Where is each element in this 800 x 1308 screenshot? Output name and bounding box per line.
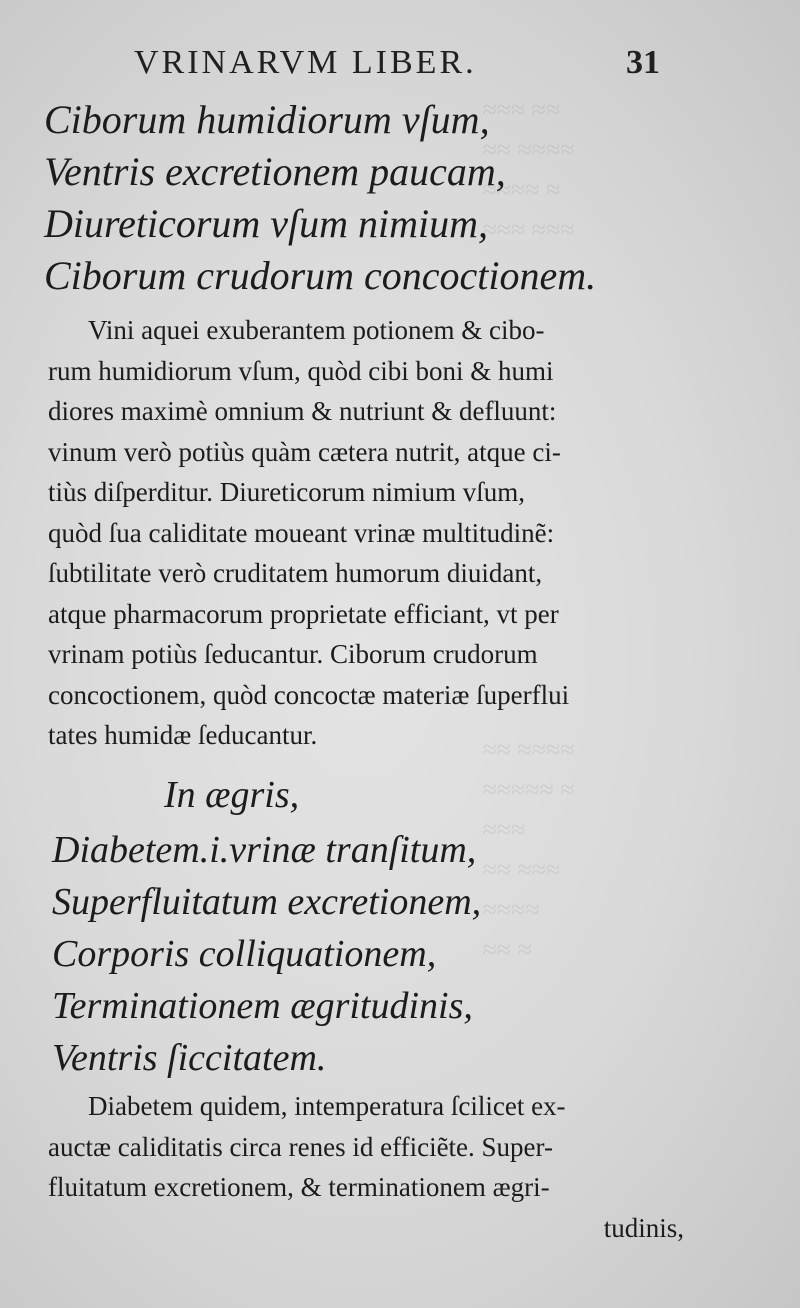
text-line: rum humidiorum vſum, quòd cibi boni & humi bbox=[48, 355, 554, 386]
verse-line: Ventris ſiccitatem. bbox=[52, 1037, 327, 1079]
text-line: auctæ caliditatis circa renes id efficiẽte. Super- bbox=[48, 1131, 553, 1162]
verse-heading: In ægris, bbox=[164, 774, 300, 816]
text-line: vinum verò potiùs quàm cætera nutrit, atque ci- bbox=[48, 436, 561, 467]
verse-line: Diureticorum vſum nimium, bbox=[44, 201, 489, 246]
verse-list-second bbox=[52, 824, 692, 1084]
page-number: 31 bbox=[626, 44, 660, 81]
verse-line: Corporis colliquationem, bbox=[52, 933, 437, 975]
text-line: ſubtilitate verò cruditatem humorum diuidant, bbox=[48, 558, 543, 588]
verse-line: Terminationem ægritudinis, bbox=[52, 985, 473, 1027]
running-title: VRINARVM LIBER. bbox=[134, 44, 477, 81]
text-line: tiùs diſperditur. Diureticorum nimium vſum, bbox=[48, 477, 525, 507]
text-line: diores maximè omnium & nutriunt & defluunt: bbox=[48, 396, 557, 426]
text-line: fluitatum excretionem, & terminationem ægri- bbox=[48, 1172, 550, 1202]
paragraph-first bbox=[48, 310, 684, 756]
text-line: Vini aquei exuberantem potionem & cibo- bbox=[88, 315, 545, 345]
text-line: tudinis, bbox=[603, 1212, 684, 1243]
verse-line: Diabetem.i.vrinæ tranſitum, bbox=[52, 829, 477, 871]
text-line: vrinam potiùs ſeducantur. Ciborum crudorum bbox=[48, 639, 538, 669]
show-through-texture: ≈≈≈ ≈≈ ≈≈ ≈≈≈≈ ≈≈≈≈ ≈ ≈≈≈ ≈≈≈ ≈≈ ≈≈≈≈ ≈≈≈≈≈ ≈ ≈≈≈ ≈≈ ≈≈≈ ≈≈≈≈ ≈≈ ≈ bbox=[482, 95, 575, 964]
text-line: tates humidæ ſeducantur. bbox=[48, 720, 318, 750]
page-header bbox=[0, 40, 800, 90]
verse-line: Ciborum crudorum concoctionem. bbox=[44, 253, 597, 298]
verse-line: Ciborum humidiorum vſum, bbox=[44, 97, 490, 142]
text-line: quòd ſua caliditate moueant vrinæ multitudinẽ: bbox=[48, 517, 555, 548]
text-line: Diabetem quidem, intemperatura ſcilicet ex- bbox=[88, 1091, 566, 1121]
text-line: concoctionem, quòd concoctæ materiæ ſuperflui bbox=[48, 679, 570, 710]
verse-list-first bbox=[44, 94, 684, 302]
verse-line: Superfluitatum excretionem, bbox=[52, 881, 482, 923]
text-line: atque pharmacorum proprietate efficiant, vt per bbox=[48, 598, 559, 629]
verse-line: Ventris excretionem paucam, bbox=[44, 149, 506, 194]
paragraph-second bbox=[48, 1086, 684, 1248]
